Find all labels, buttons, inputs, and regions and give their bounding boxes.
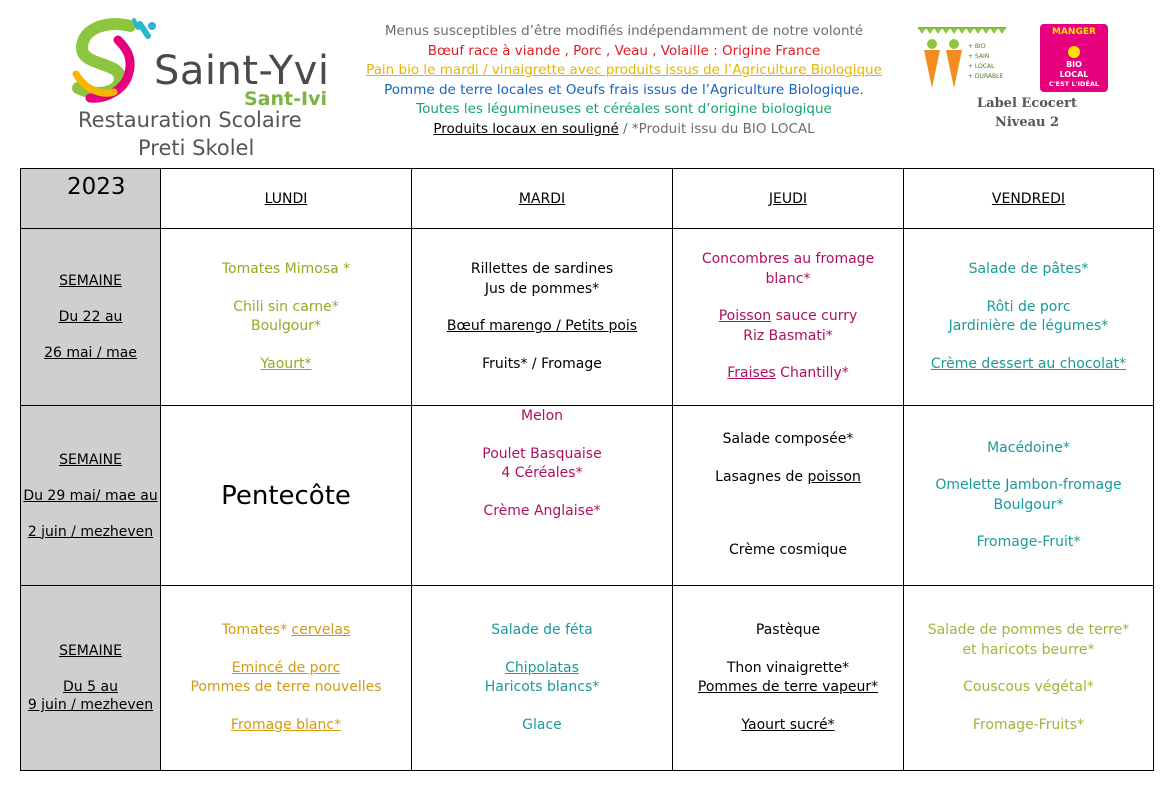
saint-yvi-logo-mark: [68, 18, 163, 108]
carrot-text-3: + LOCAL: [968, 63, 995, 70]
menu-cell-jeudi: Salade composée* Lasagnes de poisson Crème cosmique: [673, 406, 904, 586]
manger-title: MANGER: [1052, 27, 1096, 37]
menu-cell-mardi: Salade de féta Chipolatas Haricots blancs* Glace: [412, 586, 673, 771]
menu-cell-vendredi: Macédoine* Omelette Jambon-fromage Boulgour* Fromage-Fruit*: [904, 406, 1154, 586]
day-header-mardi: MARDI: [412, 169, 673, 229]
menu-cell-lundi: Tomates* cervelas Emincé de porc Pommes de terre nouvelles Fromage blanc*: [161, 586, 412, 771]
legend-local: Produits locaux en souligné: [433, 120, 619, 137]
menu-cell-lundi: Tomates Mimosa * Chili sin carne* Boulgour* Yaourt*: [161, 229, 412, 406]
restauration-title: Restauration Scolaire: [78, 108, 302, 132]
menu-cell-mardi: Rillettes de sardines Jus de pommes* Bœuf marengo / Petits pois Fruits* / Fromage: [412, 229, 673, 406]
menu-cell-vendredi: Salade de pommes de terre* et haricots beurre* Couscous végétal* Fromage-Fruits*: [904, 586, 1154, 771]
carrot-text-1: + BIO: [968, 43, 986, 50]
brand-subtitle: Sant-Ivi: [244, 88, 327, 110]
carrot-text-2: + SAIN: [968, 53, 990, 60]
week-label: SEMAINE Du 29 mai/ mae au 2 juin / mezheven: [21, 406, 161, 586]
year-label: 2023: [67, 174, 126, 200]
day-header-lundi: LUNDI: [161, 169, 412, 229]
note-modification: Menus susceptibles d’être modifiés indépendamment de notre volonté: [384, 23, 864, 39]
manger-line-3: C'EST L'IDÉAL: [1048, 80, 1100, 88]
menu-cell-mardi: Melon Poulet Basquaise 4 Céréales* Crème Anglaise*: [412, 406, 673, 586]
weekly-menu-table: [20, 168, 1154, 771]
week-row: [21, 586, 1154, 771]
ecocert-title: Label Ecocert: [977, 96, 1077, 111]
logo: [68, 18, 338, 168]
menu-cell-vendredi: Salade de pâtes* Rôti de porc Jardinière de légumes* Crème dessert au chocolat*: [904, 229, 1154, 406]
carrot-label-badge: [916, 24, 1008, 92]
holiday-label: Pentecôte: [221, 480, 351, 511]
menu-cell-jeudi: Concombres au fromage blanc* Poisson sauce curry Riz Basmati* Fraises Chantilly*: [673, 229, 904, 406]
manger-line-1: BIO: [1066, 60, 1082, 69]
note-potatoes-eggs: Pomme de terre locales et Oeufs frais issus de l’Agriculture Biologique.: [384, 81, 864, 98]
week-row: [21, 406, 1154, 586]
restauration-subtitle: Preti Skolel: [138, 136, 255, 160]
carrot-icon: [916, 24, 1008, 92]
week-label: SEMAINE Du 5 au 9 juin / mezheven: [21, 586, 161, 771]
header-row: [21, 169, 1154, 229]
menu-cell-lundi: [161, 406, 412, 586]
ecocert-label: [960, 94, 1094, 132]
week-row: [21, 229, 1154, 406]
note-bio-bread: Pain bio le mardi / vinaigrette avec produits issus de l’Agriculture Biologique: [366, 62, 882, 78]
note-legumes: Toutes les légumineuses et céréales sont d’origine biologique: [416, 101, 832, 117]
note-meat-origin: Bœuf race à viande , Porc , Veau , Volaille : Origine France: [427, 42, 821, 59]
day-header-vendredi: VENDREDI: [904, 169, 1154, 229]
note-legend: [344, 120, 904, 140]
brand-name: Saint-Yvi: [154, 48, 330, 94]
carrot-text-4: + DURABLE: [968, 73, 1004, 80]
year-cell: [21, 169, 161, 229]
legend-separator: / *: [618, 120, 639, 137]
sun-icon: [1064, 42, 1084, 62]
day-header-jeudi: JEUDI: [673, 169, 904, 229]
manger-line-2: LOCAL: [1059, 70, 1089, 79]
legend-bio: Produit issu du BIO LOCAL: [638, 120, 815, 137]
menu-cell-jeudi: Pastèque Thon vinaigrette* Pommes de terre vapeur* Yaourt sucré*: [673, 586, 904, 771]
menu-notes: [344, 22, 904, 139]
manger-bio-local-badge: [1040, 24, 1108, 92]
ecocert-level: Niveau 2: [994, 115, 1060, 130]
week-label: SEMAINE Du 22 au 26 mai / mae: [21, 229, 161, 406]
